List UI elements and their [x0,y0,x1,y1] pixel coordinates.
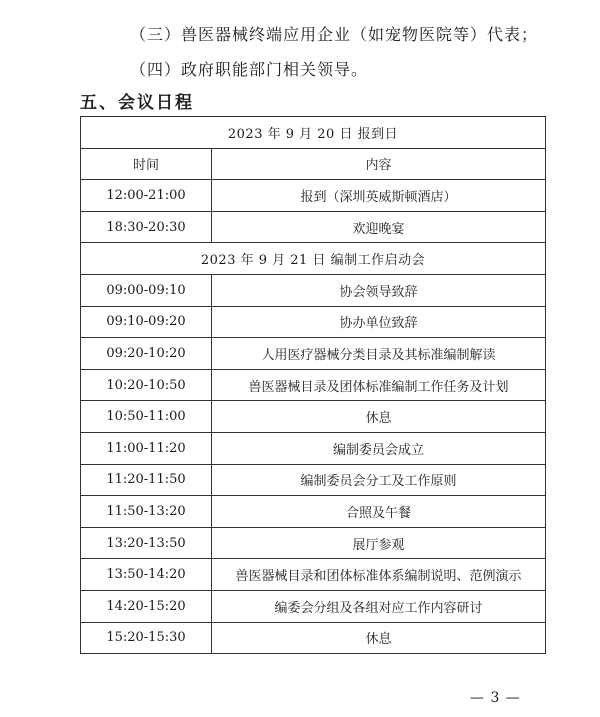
table-row [81,338,546,370]
content-cell: 报到（深圳英威斯顿酒店） [212,180,546,212]
time-cell: 18:30-20:30 [81,211,212,243]
table-row [81,559,546,591]
content-cell: 编委会分组及各组对应工作内容研讨 [212,590,546,622]
table-row [81,590,546,622]
table-row [81,180,546,212]
table-header-row [81,148,546,180]
table-row [81,496,546,528]
time-cell: 11:00-11:20 [81,432,212,464]
content-cell: 休息 [212,401,546,433]
content-cell: 编制委员会分工及工作原则 [212,464,546,496]
day2-title-row [81,243,546,275]
time-cell: 10:50-11:00 [81,401,212,433]
time-cell: 12:00-21:00 [81,180,212,212]
time-cell: 15:20-15:30 [81,622,212,654]
day1-title-row [81,117,546,149]
content-cell: 协会领导致辞 [212,274,546,306]
content-cell: 人用医疗器械分类目录及其标准编制解读 [212,338,546,370]
day2-title-row-text: 2023 年 9 月 21 日 编制工作启动会 [81,243,546,275]
day1-title-row-text: 2023 年 9 月 20 日 报到日 [81,117,546,149]
content-cell: 兽医器械目录和团体标准体系编制说明、范例演示 [212,559,546,591]
time-cell: 时间 [81,148,212,180]
time-cell: 09:00-09:10 [81,274,212,306]
content-cell: 休息 [212,622,546,654]
page-number: — 3 — [470,690,521,706]
table-row [81,527,546,559]
section-heading: 五、会议日程 [80,93,194,113]
table-row [81,369,546,401]
table-row [81,464,546,496]
content-cell: 兽医器械目录及团体标准编制工作任务及计划 [212,369,546,401]
time-cell: 09:10-09:20 [81,306,212,338]
schedule-table [80,116,546,654]
content-cell: 合照及午餐 [212,496,546,528]
time-cell: 13:20-13:50 [81,527,212,559]
content-cell: 编制委员会成立 [212,432,546,464]
table-row [81,211,546,243]
time-cell: 13:50-14:20 [81,559,212,591]
attendee-line-3: （三）兽医器械终端应用企业（如宠物医院等）代表； [130,25,539,44]
time-cell: 10:20-10:50 [81,369,212,401]
content-cell: 欢迎晚宴 [212,211,546,243]
time-cell: 11:50-13:20 [81,496,212,528]
table-row [81,622,546,654]
time-cell: 14:20-15:20 [81,590,212,622]
table-row [81,432,546,464]
table-row [81,274,546,306]
time-cell: 11:20-11:50 [81,464,212,496]
content-cell: 内容 [212,148,546,180]
attendee-line-4: （四）政府职能部门相关领导。 [130,60,369,79]
table-row [81,306,546,338]
table-row [81,401,546,433]
content-cell: 展厅参观 [212,527,546,559]
content-cell: 协办单位致辞 [212,306,546,338]
time-cell: 09:20-10:20 [81,338,212,370]
